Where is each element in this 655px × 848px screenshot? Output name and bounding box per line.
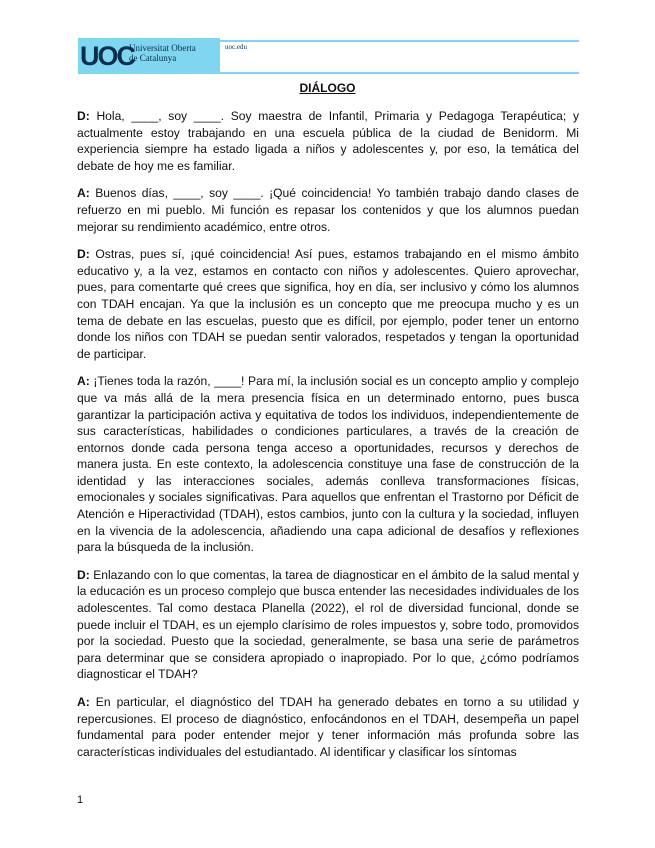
paragraph [77,567,579,683]
paragraph-text: ¡Tienes toda la razón, ____! Para mí, la inclusión social es un concepto amplio y complejo que va más allá de la mera presencia física en un determinado entorno, pues busca garantizar la participación activa y equitativa de todos los individuos, independientemente de sus características, habilidades o condiciones particulares, a través de la creación de entornos donde cada persona tenga acceso a oportunidades, recursos y derechos de manera justa. En este contexto, la adolescencia constituye una fase de construcción de la identidad y las interacciones sociales, además conlleva transformaciones físicas, emocionales y sociales significativas. Para aquellos que enfrentan el Trastorno por Déficit de Atención e Hiperactividad (TDAH), estos cambios, junto con la cultura y la sociedad, influyen en la vivencia de la adolescencia, añadiendo una capa adicional de desafíos y reflexiones para la búsqueda de la inclusión. [77,374,579,555]
header-domain: uoc.edu [225,43,247,51]
paragraph [77,246,579,362]
logo-mark: UOC [80,41,134,71]
paragraph-text: Ostras, pues sí, ¡qué coincidencia! Así pues, estamos trabajando en el mismo ámbito educativo y, a la vez, estamos en contacto con niños y adolescentes. Quiero aprovechar, pues, para comentarte qué crees que significa, hoy en día, ser inclusivo y cómo los alumnos con TDAH encajan. Ya que la inclusión es un concepto que me preocupa mucho y es un tema de debate en las escuelas, puesto que es difícil, por ejemplo, poder tener un entorno donde los niños con TDAH se puedan sentir valorados, respetados y tengan la oportunidad de participar. [77,247,579,361]
header-rule-bottom [220,72,579,74]
speaker-label: D: [77,109,90,123]
logo-line-1: Universitat Oberta [129,43,196,53]
page-number: 1 [77,794,84,806]
paragraph [77,373,579,556]
document-header [78,38,579,74]
paragraph-text: Hola, ____, soy ____. Soy maestra de Infantil, Primaria y Pedagoga Terapéutica; y actualmente estoy trabajando en una escuela pública de la ciudad de Benidorm. Mi experiencia siempre ha estado ligada a niños y adolescentes y, por eso, la temática del debate de hoy me es familiar. [77,109,579,173]
speaker-label: D: [77,567,90,582]
speaker-label: A: [77,695,90,709]
uoc-logo [78,38,220,74]
speaker-label: A: [77,374,90,389]
page-title: DIÁLOGO [299,81,356,95]
logo-line-2: de Catalunya [129,53,177,63]
speaker-label: A: [77,186,90,201]
paragraph-text: En particular, el diagnóstico del TDAH ha generado debates en torno a su utilidad y repercusiones. El proceso de diagnóstico, enfocándonos en el TDAH, desempeña un papel fundamental para poder entender mejor y tener información más profunda sobre las características individuales del estudiantado. Al identificar y clasificar los síntomas [77,695,579,759]
paragraph [77,108,579,174]
paragraph-text: Buenos días, ____, soy ____. ¡Qué coincidencia! Yo también trabajo dando clases de refuerzo en mi pueblo. Mi función es repasar los contenidos y que los alumnos puedan mejorar su rendimiento académico, entre otros. [77,186,579,234]
paragraph [77,185,579,235]
header-rule-top [220,40,579,42]
paragraph-text: Enlazando con lo que comentas, la tarea de diagnosticar en el ámbito de la salud mental y la educación es un proceso complejo que busca entender las necesidades individuales de los adolescentes. Tal como destaca Planella (2022), el rol de diversidad funcional, donde se puede incluir el TDAH, es un ejemplo clarísimo de roles impuestos y, sobre todo, promovidos por la sociedad. Puesto que la sociedad, generalmente, se basa una serie de parámetros para determinar que se considera apropiado o inapropiado. Por lo que, ¿cómo podríamos diagnosticar el TDAH? [77,567,579,682]
dialogue-body [77,108,579,771]
speaker-label: D: [77,247,90,262]
paragraph [77,694,579,760]
logo-text [129,43,196,63]
